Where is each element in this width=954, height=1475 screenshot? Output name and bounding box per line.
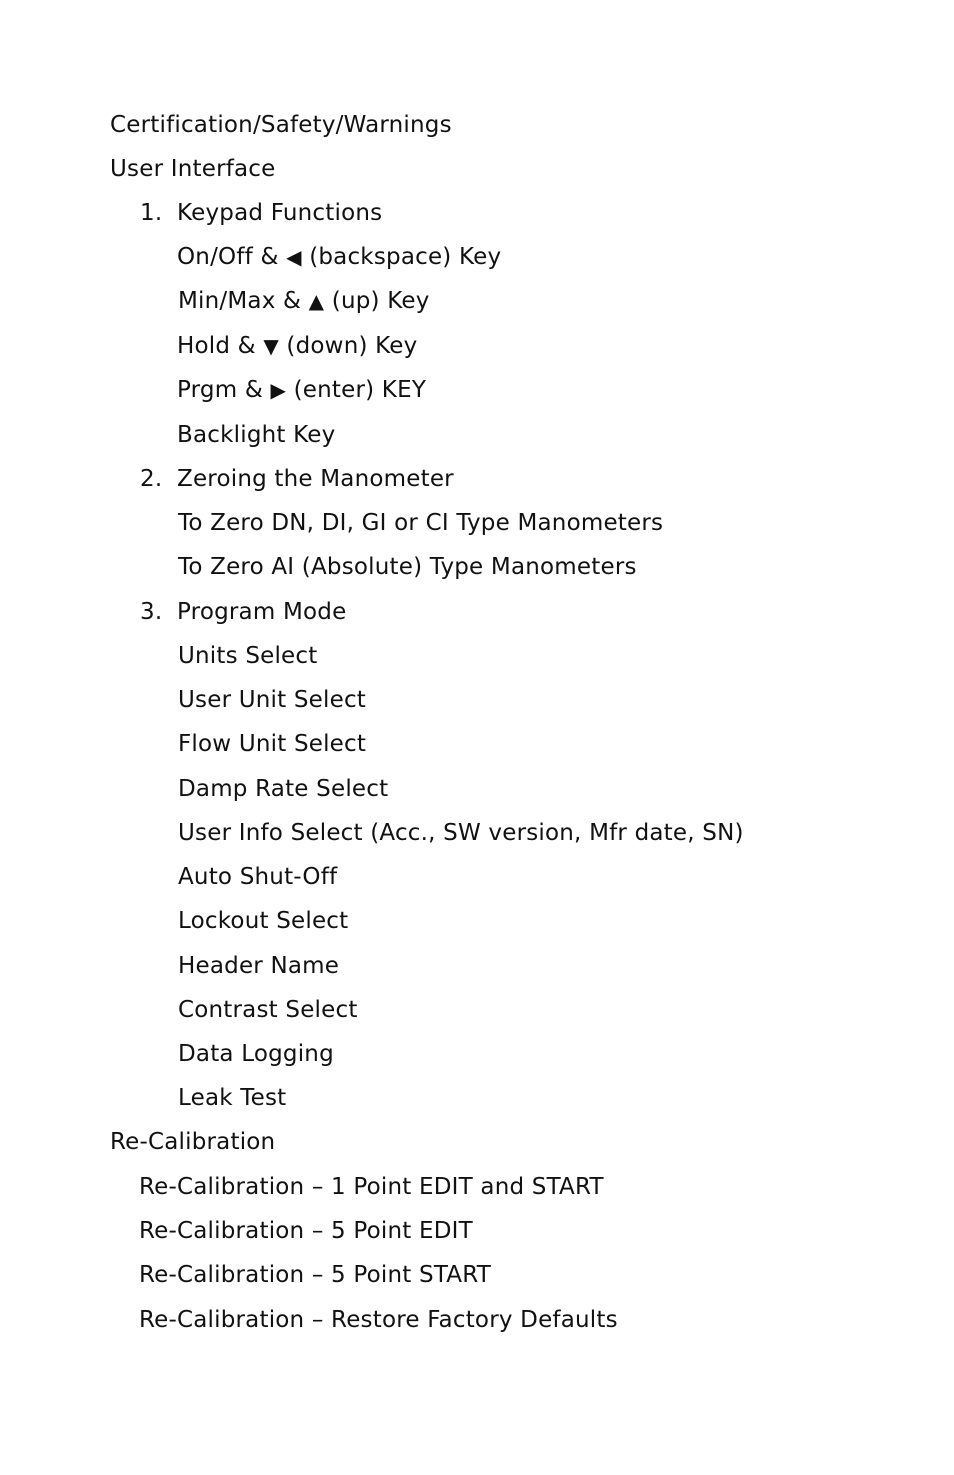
toc-zeroing	[140, 465, 454, 493]
right-triangle-icon: ▶	[270, 378, 287, 402]
toc-item-leak-test: Leak Test	[178, 1085, 287, 1111]
toc-item-damp-rate-select: Damp Rate Select	[178, 776, 389, 802]
item-text: Prgm &	[177, 377, 271, 403]
toc-item-zero-dn: To Zero DN, DI, GI or CI Type Manometers	[178, 510, 664, 536]
toc-item-data-logging: Data Logging	[178, 1041, 334, 1067]
toc-item-auto-shut-off: Auto Shut-Off	[178, 864, 338, 890]
toc-program-mode	[140, 598, 346, 626]
toc-item-recal-5-point-start: Re-Calibration – 5 Point START	[139, 1262, 491, 1288]
toc-item-zero-ai: To Zero AI (Absolute) Type Manometers	[178, 554, 637, 580]
item-text: Hold &	[177, 333, 264, 359]
item-text: On/Off &	[177, 244, 287, 270]
toc-item-prgm-key	[177, 376, 426, 404]
item-text: Min/Max &	[178, 288, 309, 314]
section-title: Zeroing the Manometer	[177, 466, 454, 492]
toc-item-onoff-key	[177, 243, 501, 271]
toc-certification: Certification/Safety/Warnings	[110, 112, 452, 138]
section-title: Keypad Functions	[177, 200, 383, 226]
toc-item-units-select: Units Select	[178, 643, 318, 669]
toc-item-flow-unit-select: Flow Unit Select	[178, 731, 367, 757]
toc-item-hold-key	[177, 332, 417, 360]
item-text: (down) Key	[278, 333, 418, 359]
item-text: (enter) KEY	[286, 377, 427, 403]
section-number: 2.	[140, 466, 163, 492]
toc-item-contrast-select: Contrast Select	[178, 997, 358, 1023]
toc-item-backlight-key: Backlight Key	[177, 422, 336, 448]
toc-item-lockout-select: Lockout Select	[178, 908, 349, 934]
toc-item-recal-5-point-edit: Re-Calibration – 5 Point EDIT	[139, 1218, 473, 1244]
section-number: 1.	[140, 200, 163, 226]
section-number: 3.	[140, 599, 163, 625]
toc-recalibration: Re-Calibration	[110, 1129, 276, 1155]
toc-user-interface: User Interface	[110, 156, 276, 182]
toc-item-header-name: Header Name	[178, 953, 340, 979]
toc-item-minmax-key	[178, 287, 430, 315]
up-triangle-icon: ▲	[308, 289, 325, 313]
section-title: Program Mode	[177, 599, 347, 625]
left-triangle-icon: ◀	[286, 245, 302, 269]
item-text: (up) Key	[324, 288, 430, 314]
toc-item-user-unit-select: User Unit Select	[178, 687, 367, 713]
toc-item-user-info-select: User Info Select (Acc., SW version, Mfr date, SN)	[178, 820, 744, 846]
item-text: (backspace) Key	[301, 244, 502, 270]
toc-item-recal-restore-defaults: Re-Calibration – Restore Factory Defaults	[139, 1307, 618, 1333]
toc-keypad-functions	[140, 199, 382, 227]
down-triangle-icon: ▼	[263, 334, 279, 358]
toc-item-recal-1-point: Re-Calibration – 1 Point EDIT and START	[139, 1174, 604, 1200]
